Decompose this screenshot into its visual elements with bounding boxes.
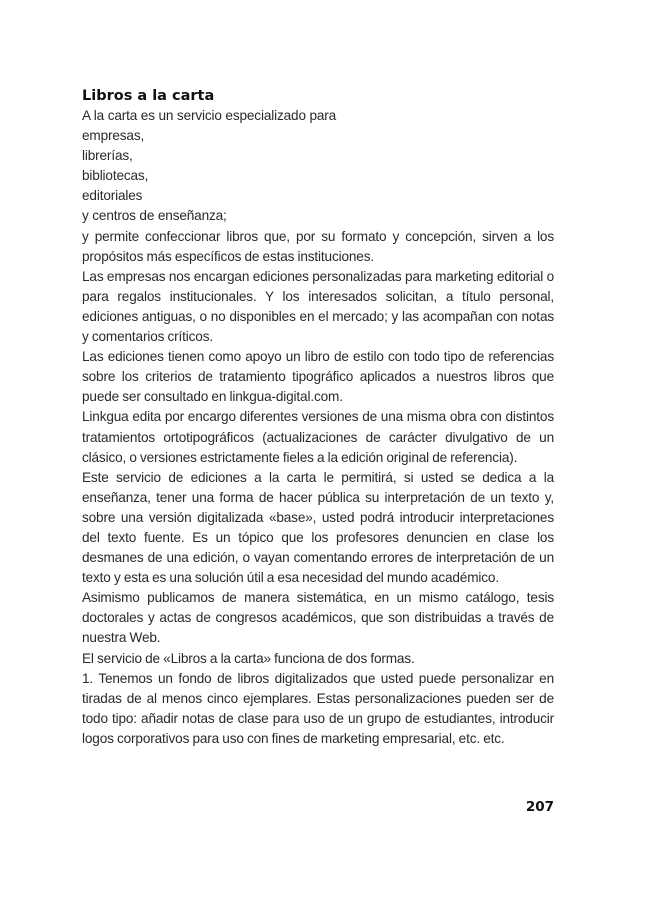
body-paragraph: Este servicio de ediciones a la carta le permitirá, si usted se dedica a la enseñanza, tener una forma de hacer pública su interpretación de un texto y, sobre una versión digitalizada «base», usted podrá introducir interpretaciones del texto fuente. Es un tópico que los profesores denuncien en clase los desmanes de una edición, o vayan comentando errores de interpretación de un texto y esta es una solución útil a esa necesidad del mundo académico.	[82, 469, 554, 586]
body-paragraph: Las empresas nos encargan ediciones personalizadas para marketing editorial o para regalos institucionales. Y los interesados solicitan, a título personal, ediciones antiguas, o no disponibles en el mercado; y las acompañan con notas y comentarios críticos.	[82, 268, 554, 345]
audience-item: bibliotecas,	[82, 168, 149, 184]
section-title: Libros a la carta	[82, 88, 215, 104]
page-number: 207	[525, 799, 554, 815]
body-paragraph: Asimismo publicamos de manera sistemática, en un mismo catálogo, tesis doctorales y actas de congresos académicos, que son distribuidas a través de nuestra Web.	[82, 590, 554, 646]
page-body	[82, 86, 554, 749]
body-paragraph: 1. Tenemos un fondo de libros digitalizados que usted puede personalizar en tiradas de al menos cinco ejemplares. Estas personalizaciones pueden ser de todo tipo: añadir notas de clase para uso de un grupo de estudiantes, introducir logos corporativos para uso con fines de marketing empresarial, etc. etc.	[82, 670, 554, 746]
audience-item: y centros de enseñanza;	[82, 208, 227, 224]
body-paragraph: El servicio de «Libros a la carta» funciona de dos formas.	[82, 650, 415, 666]
audience-item: empresas,	[82, 128, 145, 144]
body-paragraph: Linkgua edita por encargo diferentes versiones de una misma obra con distintos tratamientos ortotipográficos (actualizaciones de carácter divulgativo de un clásico, o versiones estrictamente fieles a la edición original de referencia).	[82, 409, 554, 465]
audience-item: librerías,	[82, 148, 133, 164]
intro-line: A la carta es un servicio especializado para	[82, 108, 337, 123]
body-paragraph: Las ediciones tienen como apoyo un libro de estilo con todo tipo de referencias sobre los criterios de tratamiento tipográfico aplicados a nuestros libros que puede ser consultado en linkgua-digital.com.	[82, 349, 554, 405]
audience-item: editoriales	[82, 188, 143, 204]
body-paragraph: y permite confeccionar libros que, por su formato y concepción, sirven a los propósitos más específicos de estas instituciones.	[82, 228, 554, 264]
